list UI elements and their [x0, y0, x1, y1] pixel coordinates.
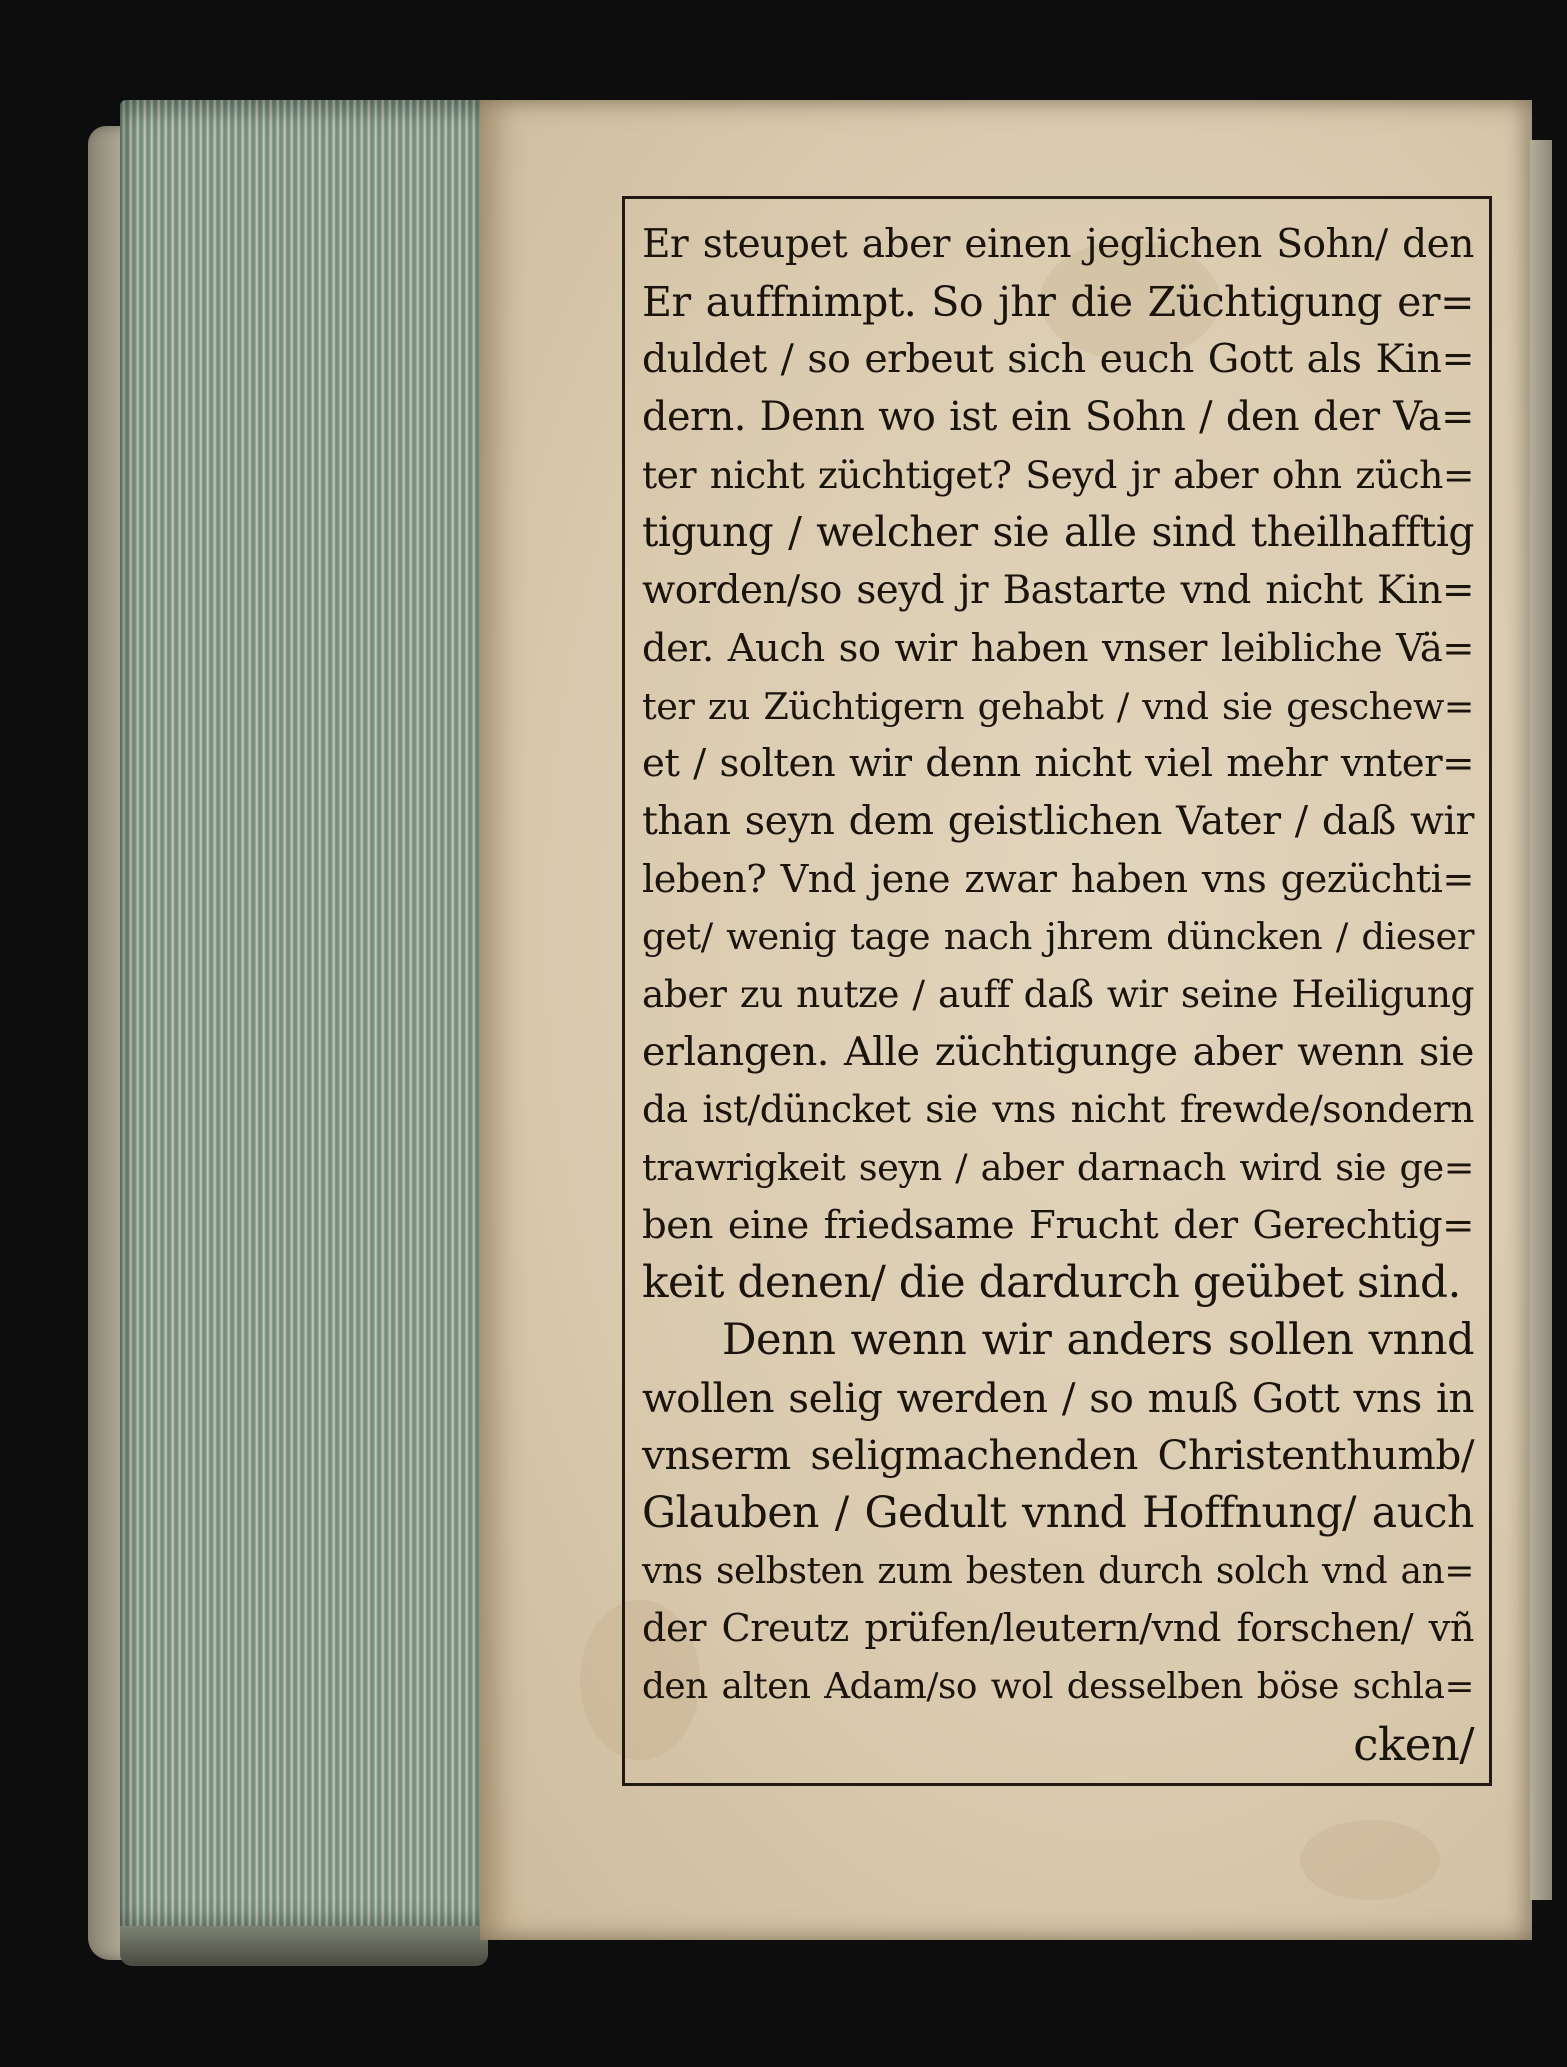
- text-line: worden/so seyd jr Bastarte vnd nicht Kin=: [642, 568, 1474, 614]
- left-rule: [622, 196, 625, 1786]
- text-line: vns selbsten zum besten durch solch vnd an=: [642, 1549, 1474, 1592]
- text-line: aber zu nutze / auff daß wir seine Heiligung: [642, 971, 1474, 1016]
- text-line: den alten Adam/so wol desselben böse schla=: [642, 1666, 1474, 1708]
- text-line: der. Auch so wir haben vnser leibliche Vä=: [642, 625, 1474, 671]
- text-line: Glauben / Gedult vnnd Hoffnung/ auch: [642, 1488, 1474, 1539]
- page-stain: [1300, 1820, 1440, 1900]
- body-text: [642, 216, 1474, 1771]
- text-line: ter zu Züchtigern gehabt / vnd sie geschew=: [642, 684, 1474, 728]
- text-line: Er auffnimpt. So jhr die Züchtigung er=: [642, 277, 1474, 326]
- text-line: dern. Denn wo ist ein Sohn / den der Va=: [642, 394, 1474, 441]
- text-line: ter nicht züchtiget? Seyd jr aber ohn züch=: [642, 452, 1474, 497]
- text-line: leben? Vnd jene zwar haben vns gezüchti=: [642, 856, 1474, 902]
- text-line: get/ wenig tage nach jhrem düncken / dieser: [642, 915, 1474, 959]
- text-line: vnserm seligmachenden Christenthumb/: [642, 1431, 1474, 1480]
- page-edges: [120, 100, 488, 1940]
- text-line: da ist/düncket sie vns nicht frewde/sondern: [642, 1087, 1474, 1132]
- text-line: wollen selig werden / so muß Gott vns in: [642, 1373, 1474, 1422]
- text-line: cken/: [1353, 1717, 1474, 1771]
- text-line: keit denen/ die dardurch geübet sind.: [642, 1257, 1461, 1309]
- top-rule: [622, 196, 1492, 199]
- bottom-rule: [622, 1783, 1492, 1786]
- text-line: erlangen. Alle züchtigunge aber wenn sie: [642, 1028, 1474, 1075]
- text-line: der Creutz prüfen/leutern/vnd forschen/ vñ: [642, 1606, 1474, 1651]
- text-line: than seyn dem geistlichen Vater / daß wir: [642, 797, 1474, 844]
- text-line: trawrigkeit seyn / aber darnach wird sie ge=: [642, 1146, 1474, 1189]
- right-rule: [1489, 196, 1492, 1786]
- text-line: Denn wenn wir anders sollen vnnd: [722, 1315, 1474, 1366]
- text-line: et / solten wir denn nicht viel mehr vnter=: [642, 741, 1474, 787]
- text-line: duldet / so erbeut sich euch Gott als Kin=: [642, 336, 1474, 383]
- text-line: Er steupet aber einen jeglichen Sohn/ den: [642, 222, 1474, 267]
- text-line: ben eine friedsame Frucht der Gerechtig=: [642, 1202, 1474, 1248]
- text-frame: [612, 196, 1492, 1786]
- text-line: tigung / welcher sie alle sind theilhafftig: [642, 508, 1474, 557]
